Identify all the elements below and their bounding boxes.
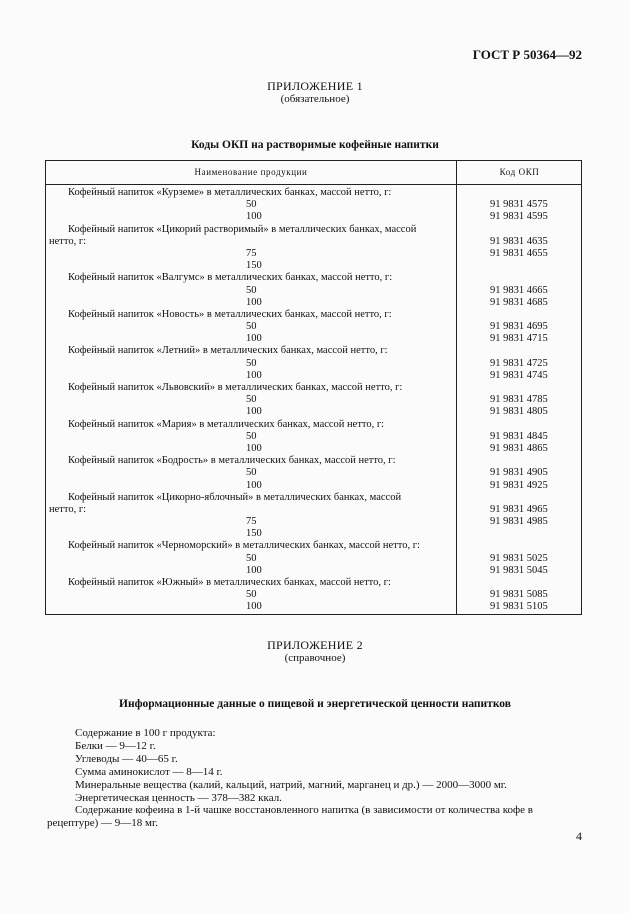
nutrition-line: Содержание кофеина в 1-й чашке восстановленного напитка (в зависимости от количества кофе в [75, 804, 533, 817]
table-header-name: Наименование продукции [194, 167, 308, 177]
table-row [46, 370, 583, 382]
product-name: 75 [246, 247, 257, 259]
table-row [46, 199, 583, 211]
appendix-2-subtitle: (справочное) [284, 652, 346, 664]
nutrition-line: Содержание в 100 г продукта: [75, 727, 216, 739]
product-name: 50 [246, 589, 257, 601]
product-name: 50 [246, 467, 257, 479]
nutrition-line: рецептуре) — 9—18 мг. [47, 817, 158, 830]
product-name: Кофейный напиток «Цикорий растворимый» в металлических банках, массой [68, 223, 417, 235]
okp-code: 91 9831 4925 [490, 479, 548, 491]
nutrition-line: Сумма аминокислот — 8—14 г. [75, 765, 223, 778]
product-name: Кофейный напиток «Бодрость» в металлических банках, массой нетто, г: [68, 455, 396, 467]
product-name: 50 [246, 199, 257, 211]
product-name: нетто, г: [49, 235, 87, 247]
table-row [46, 297, 583, 309]
okp-code: 91 9831 4725 [490, 357, 548, 369]
appendix-2-heading: Информационные данные о пищевой и энергетической ценности напитков [119, 698, 511, 710]
nutrition-line: Белки — 9—12 г. [75, 739, 156, 752]
table-row [46, 224, 583, 236]
okp-code: 91 9831 4965 [490, 503, 548, 515]
okp-code: 91 9831 4685 [490, 296, 548, 308]
product-name: 50 [246, 357, 257, 369]
okp-code: 91 9831 4985 [490, 516, 548, 528]
table-row [46, 589, 583, 601]
okp-code: 91 9831 5025 [490, 552, 548, 564]
table-row [46, 236, 583, 248]
okp-code: 91 9831 4785 [490, 394, 548, 406]
product-name: 50 [246, 321, 257, 333]
okp-code: 91 9831 4595 [490, 211, 548, 223]
product-name: 100 [246, 333, 262, 345]
table-header-code: Код ОКП [499, 167, 540, 177]
table-row [46, 187, 583, 199]
okp-code: 91 9831 4905 [490, 467, 548, 479]
product-name: 100 [246, 601, 262, 613]
table-row [46, 345, 583, 357]
product-name: 150 [246, 260, 262, 272]
page-number: 4 [576, 829, 582, 843]
product-name: Кофейный напиток «Новость» в металлических банках, массой нетто, г: [68, 308, 392, 320]
table-row [46, 528, 583, 540]
okp-code: 91 9831 4655 [490, 247, 548, 259]
product-name: 75 [246, 516, 257, 528]
table-row [46, 467, 583, 479]
table-row [46, 382, 583, 394]
product-name: нетто, г: [49, 503, 87, 515]
okp-code: 91 9831 4635 [490, 235, 548, 247]
table-row [46, 309, 583, 321]
product-name: 100 [246, 369, 262, 381]
nutrition-line: Минеральные вещества (калий, кальций, натрий, магний, марганец и др.) — 2000—3000 мг. [75, 778, 507, 791]
product-name: 100 [246, 479, 262, 491]
product-name: 50 [246, 394, 257, 406]
product-name: Кофейный напиток «Цикорно-яблочный» в металлических банках, массой [68, 491, 402, 503]
okp-codes-table [45, 160, 582, 615]
table-row [46, 260, 583, 272]
table-row [46, 516, 583, 528]
table-row [46, 333, 583, 345]
product-name: 100 [246, 296, 262, 308]
okp-code: 91 9831 4575 [490, 199, 548, 211]
okp-code: 91 9831 4865 [490, 442, 548, 454]
table-row [46, 565, 583, 577]
product-name: Кофейный напиток «Летний» в металлических банках, массой нетто, г: [68, 345, 388, 357]
table-row [46, 553, 583, 565]
product-name: Кофейный напиток «Курземе» в металлических банках, массой нетто, г: [68, 187, 392, 198]
okp-code: 91 9831 5105 [490, 601, 548, 613]
table-header-divider [46, 184, 581, 185]
okp-code: 91 9831 4845 [490, 430, 548, 442]
okp-code: 91 9831 4745 [490, 369, 548, 381]
product-name: 100 [246, 406, 262, 418]
appendix-2-title: ПРИЛОЖЕНИЕ 2 [267, 638, 363, 652]
appendix-1-heading: Коды ОКП на растворимые кофейные напитки [191, 139, 439, 151]
appendix-1-subtitle: (обязательное) [280, 93, 350, 105]
product-name: Кофейный напиток «Валгумс» в металлических банках, массой нетто, г: [68, 272, 393, 284]
okp-code: 91 9831 4665 [490, 284, 548, 296]
table-row [46, 577, 583, 589]
table-row [46, 419, 583, 431]
table-row [46, 540, 583, 552]
table-row [46, 601, 583, 613]
okp-code: 91 9831 4805 [490, 406, 548, 418]
appendix-1-title: ПРИЛОЖЕНИЕ 1 [267, 79, 363, 93]
product-name: 150 [246, 528, 262, 540]
table-row [46, 431, 583, 443]
okp-code: 91 9831 4695 [490, 321, 548, 333]
nutrition-line: Энергетическая ценность — 378—382 ккал. [75, 791, 282, 804]
product-name: 50 [246, 284, 257, 296]
table-row [46, 480, 583, 492]
table-row [46, 358, 583, 370]
standard-number: ГОСТ Р 50364—92 [472, 47, 582, 62]
product-name: Кофейный напиток «Южный» в металлических банках, массой нетто, г: [68, 577, 391, 588]
table-row [46, 248, 583, 260]
product-name: 50 [246, 430, 257, 442]
table-row [46, 211, 583, 223]
table-row [46, 394, 583, 406]
okp-code: 91 9831 4715 [490, 333, 548, 345]
table-row [46, 443, 583, 455]
product-name: Кофейный напиток «Черноморский» в металлических банках, массой нетто, г: [68, 540, 420, 552]
product-name: Кофейный напиток «Львовский» в металлических банках, массой нетто, г: [68, 382, 403, 393]
table-row [46, 321, 583, 333]
product-name: 50 [246, 552, 257, 564]
product-name: 100 [246, 211, 262, 223]
table-row [46, 455, 583, 467]
table-row [46, 504, 583, 516]
table-body [46, 187, 583, 614]
table-row [46, 272, 583, 284]
nutrition-line: Углеводы — 40—65 г. [75, 752, 178, 765]
table-row [46, 406, 583, 418]
table-row [46, 285, 583, 297]
okp-code: 91 9831 5085 [490, 589, 548, 601]
product-name: 100 [246, 442, 262, 454]
okp-code: 91 9831 5045 [490, 564, 548, 576]
product-name: Кофейный напиток «Мария» в металлических банках, массой нетто, г: [68, 418, 385, 430]
table-row [46, 492, 583, 504]
product-name: 100 [246, 564, 262, 576]
